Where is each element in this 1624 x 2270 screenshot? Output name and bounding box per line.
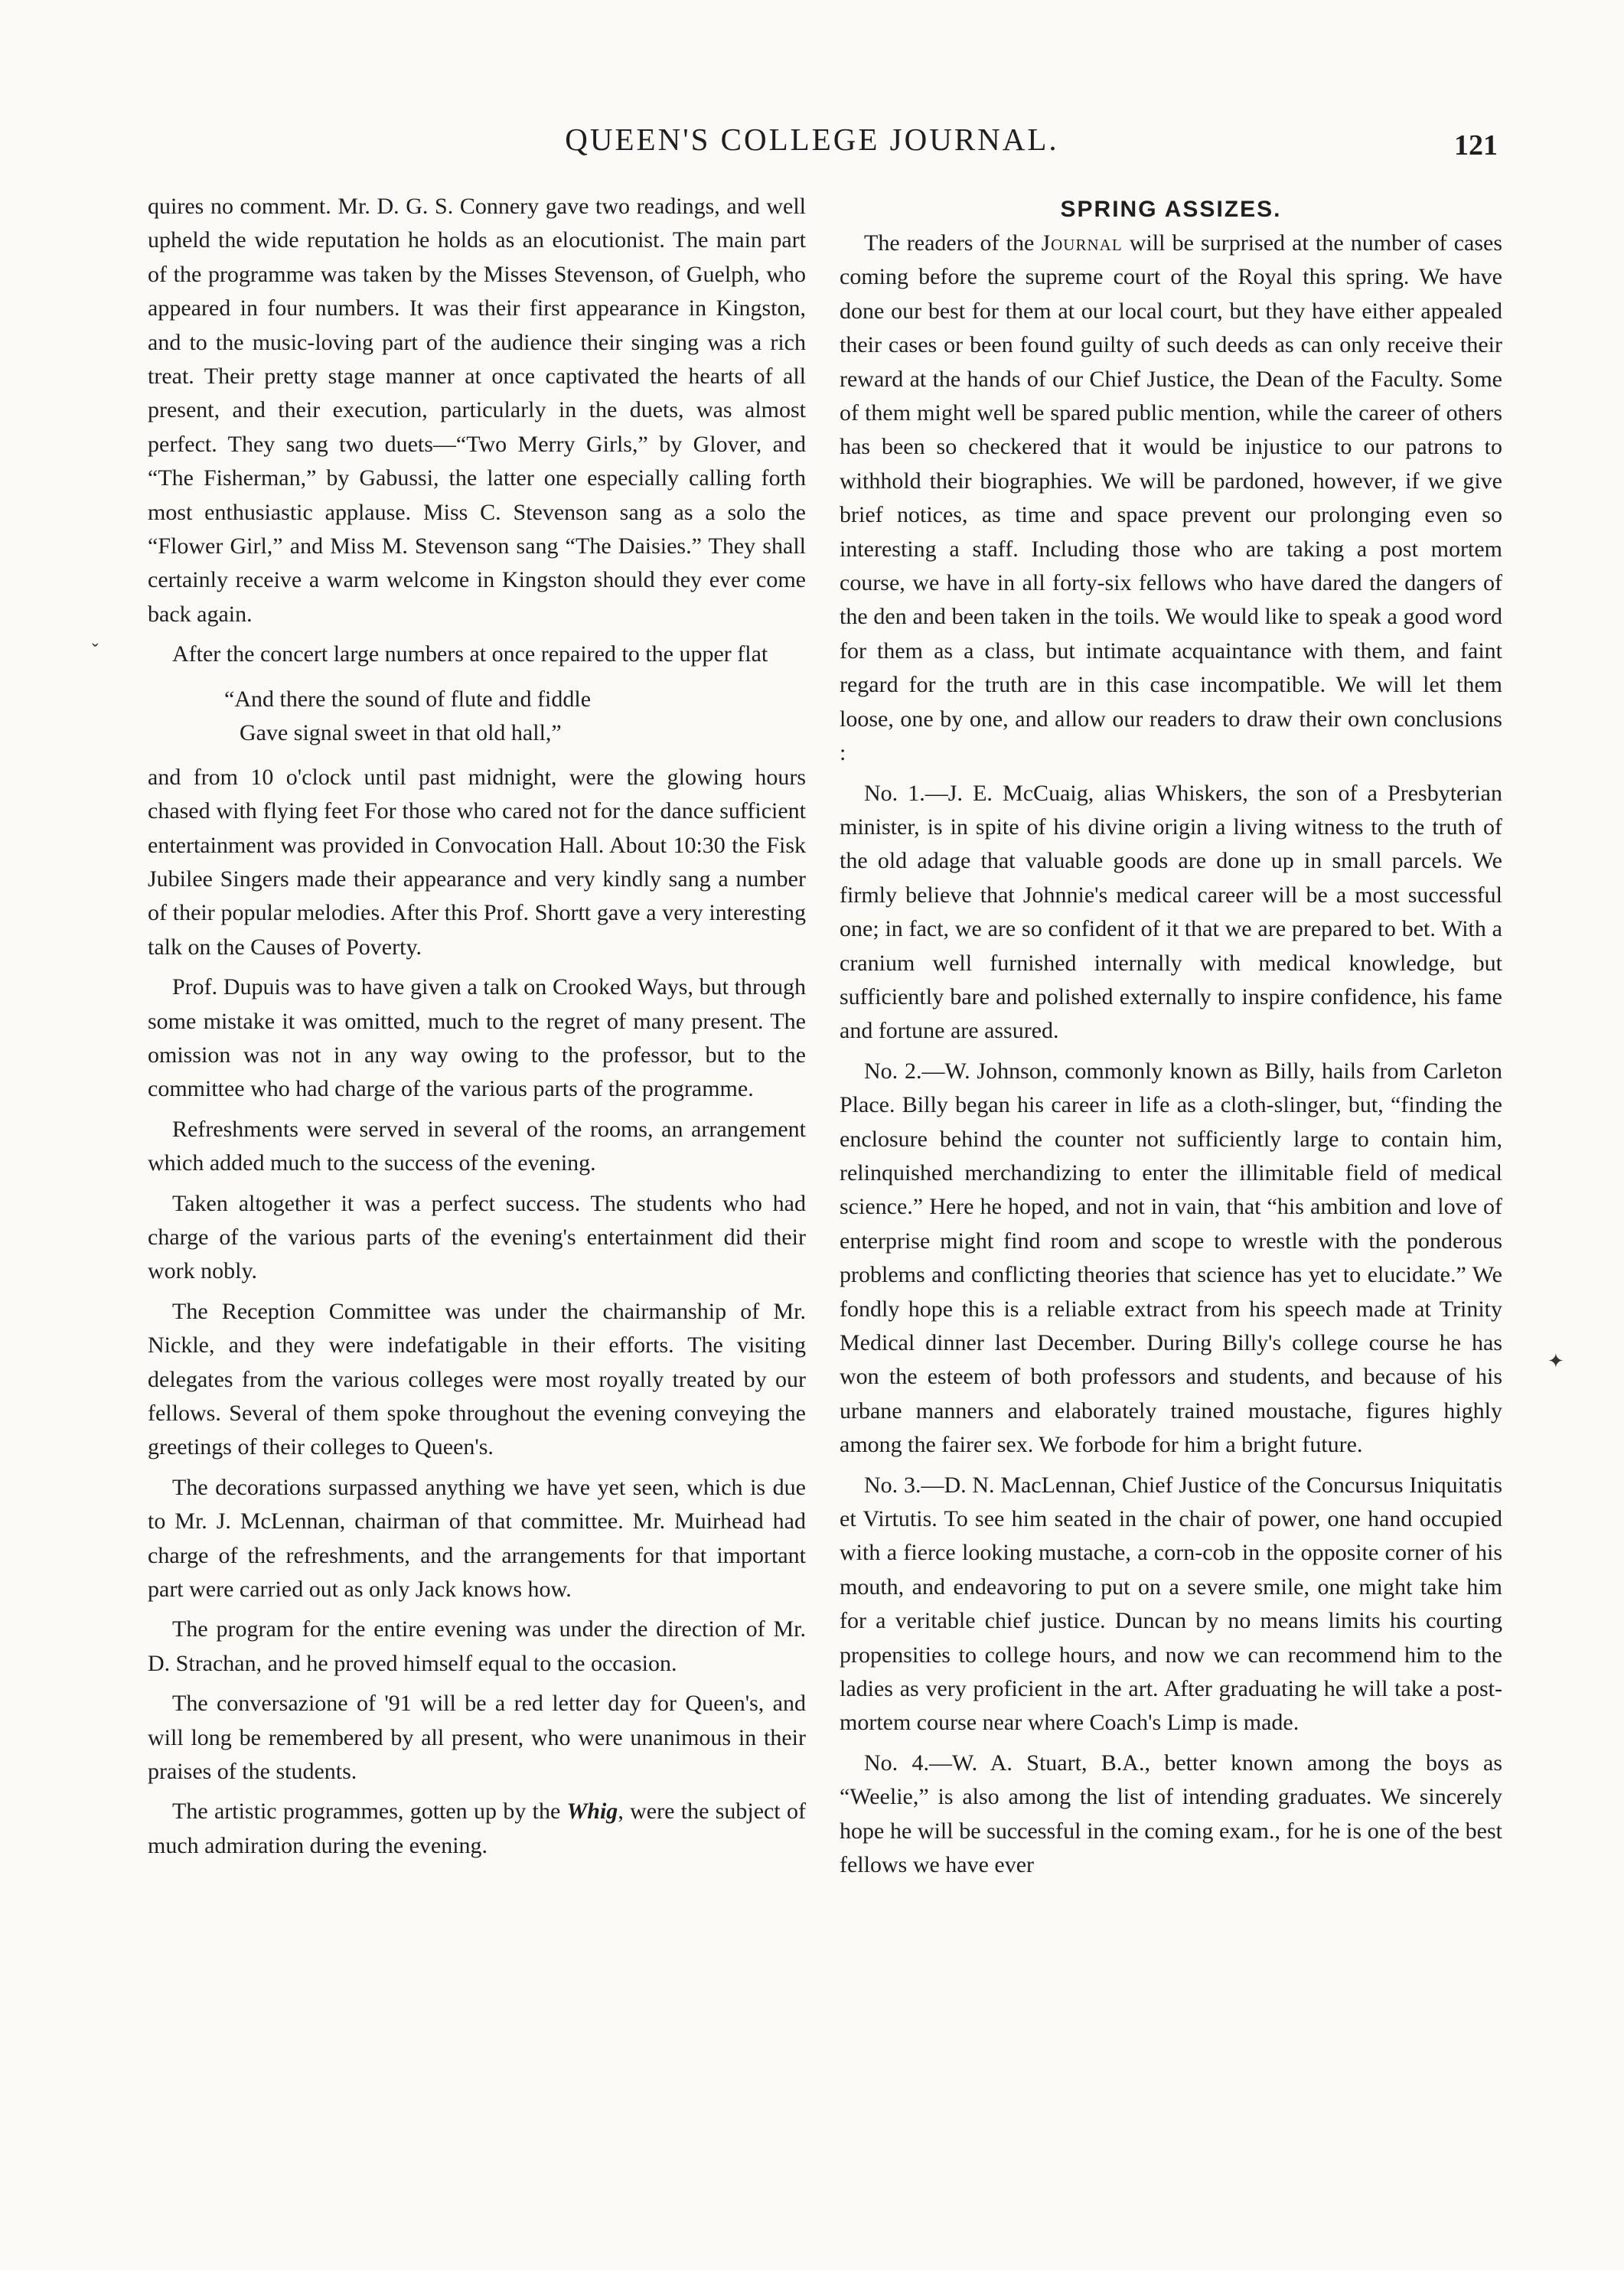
right-column	[840, 190, 1502, 1889]
verse-quote	[224, 683, 806, 750]
left-paragraph-9: The program for the entire evening was under the direction of Mr. D. Strachan, and he proved himself equal to the occasion.	[148, 1616, 806, 1676]
page-number: 121	[1454, 129, 1498, 161]
verse-line-1: “And there the sound of flute and fiddle	[224, 686, 592, 712]
intro-text-before: The readers of the	[864, 230, 1042, 256]
left-column	[148, 190, 806, 1869]
left-paragraph-3: and from 10 o'clock until past midnight, were the glowing hours chased with flying feet For those who cared not for the dance sufficient entertainment was provided in Convocation Hall. About 10:30 the Fisk Jubilee Singers made their appearance and very kindly sang a number of their popular melodies. After this Prof. Shortt gave a very interesting talk on the Causes of Poverty.	[148, 764, 806, 960]
case-4: No. 4.—W. A. Stuart, B.A., better known among the boys as “Weelie,” is also among the list of intending graduates. We sincerely hope he will be successful in the coming exam., for he is one of the best fellows we have ever	[840, 1750, 1502, 1878]
case-1: No. 1.—J. E. McCuaig, alias Whiskers, the son of a Presbyterian minister, is in spite of his divine origin a living witness to the truth of the old adage that valuable goods are done up in small parcels. We firmly believe that Johnnie's medical career will be a most successful one; in fact, we are so confident of it that we are prepared to bet. With a cranium well furnished internally with medical knowledge, but sufficiently bare and polished externally to inspire confidence, his fame and fortune are assured.	[840, 780, 1502, 1044]
left-paragraph-5: Refreshments were served in several of the rooms, an arrangement which added much to the success of the evening.	[148, 1116, 806, 1176]
whig-title: Whig	[566, 1799, 618, 1825]
left-paragraph-7: The Reception Committee was under the chairmanship of Mr. Nickle, and they were indefatigable in their efforts. The visiting delegates from the various colleges were most royally treated by our fellows. Several of them spoke throughout the evening conveying the greetings of their colleges to Queen's.	[148, 1298, 806, 1460]
margin-mark-right: ✦	[1547, 1350, 1564, 1372]
left-paragraph-4: Prof. Dupuis was to have given a talk on Crooked Ways, but through some mistake it was omitted, much to the regret of many present. The omission was not in any way owing to the professor, but to the committee who had charge of the various parts of the programme.	[148, 974, 806, 1102]
case-3: No. 3.—D. N. MacLennan, Chief Justice of the Concursus Iniquitatis et Virtutis. To see him seated in the chair of power, one hand occupied with a fierce looking mustache, a corn-cob in the opposite corner of his mouth, and endeavoring to put on a severe smile, one might take him for a veritable chief justice. Duncan by no means limits his courting propensities to college hours, and now we can recommend him to the ladies as very proficient in the art. After graduating he will take a post-mortem course near where Coach's Limp is made.	[840, 1472, 1502, 1736]
journal-name: Journal	[1041, 230, 1123, 256]
assizes-intro	[840, 227, 1502, 771]
left-paragraph-1: quires no comment. Mr. D. G. S. Connery gave two readings, and well upheld the wide reputation he holds as an elocutionist. The main part of the programme was taken by the Misses Stevenson, of Guelph, who appeared in four numbers. It was their first appearance in Kingston, and to the music-loving part of the audience their singing was a rich treat. Their pretty stage manner at once captivated the hearts of all present, and their execution, particularly in the duets, was almost perfect. They sang two duets—“Two Merry Girls,” by Glover, and “The Fisherman,” by Gabussi, the latter one especially calling forth most enthusiastic applause. Miss C. Stevenson sang as a solo the “Flower Girl,” and Miss M. Stevenson sang “The Daisies.” They shall certainly receive a warm welcome in Kingston should they ever come back again.	[148, 194, 806, 627]
intro-text-after: will be surprised at the number of cases coming before the supreme court of the Royal this spring. We have done our best for them at our local court, but they have either appealed their cases or been found guilty of such deeds as can only receive their reward at the hands of our Chief Justice, the Dean of the Faculty. Some of them might well be spared public mention, while the career of others has been so checkered that it would be injustice to our patrons to withhold their biographies. We will be pardoned, however, if we give brief notices, as time and space prevent our prolonging even so interesting a staff. Including those who are taking a post mortem course, we have in all forty-six fellows who have dared the dangers of the den and been taken in the toils. We would like to speak a good word for them as a class, but intimate acquaintance with them, and faint regard for the truth are in this case incompatible. We will let them loose, one by one, and allow our readers to draw their own conclusions :	[840, 230, 1502, 766]
verse-line-2: Gave signal sweet in that old hall,”	[240, 719, 562, 745]
running-title: QUEEN'S COLLEGE JOURNAL.	[565, 122, 1059, 157]
left-paragraph-11	[148, 1795, 806, 1863]
left-paragraph-6: Taken altogether it was a perfect success. The students who had charge of the various parts of the evening's entertainment did their work nobly.	[148, 1190, 806, 1284]
left-paragraph-2: After the concert large numbers at once repaired to the upper flat	[172, 641, 768, 667]
whig-text-after: , were the subject of much admiration during the evening.	[148, 1799, 806, 1858]
section-heading: SPRING ASSIZES.	[1060, 197, 1282, 222]
whig-text-before: The artistic programmes, gotten up by the	[172, 1799, 567, 1825]
left-paragraph-8: The decorations surpassed anything we have yet seen, which is due to Mr. J. McLennan, chairman of that committee. Mr. Muirhead had charge of the refreshments, and the arrangements for that important part were carried out as only Jack knows how.	[148, 1474, 806, 1603]
margin-mark-left: ˇ	[92, 640, 99, 662]
case-2: No. 2.—W. Johnson, commonly known as Billy, hails from Carleton Place. Billy began his career in life as a cloth-slinger, but, “finding the enclosure behind the counter not sufficiently large to contain him, relinquished merchandizing to enter the illimitable field of medical science.” Here he hoped, and not in vain, that “his ambition and love of enterprise might find room and scope to wrestle with the ponderous problems and conflicting theories that science has yet to elucidate.” We fondly hope this is a reliable extract from his speech made at Trinity Medical dinner last December. During Billy's college course he has won the esteem of both professors and students, and because of his urbane manners and elaborately trained moustache, figures highly among the fairer sex. We forbode for him a bright future.	[840, 1058, 1502, 1458]
left-paragraph-10: The conversazione of '91 will be a red letter day for Queen's, and will long be remembered by all present, who were unanimous in their praises of the students.	[148, 1691, 806, 1785]
